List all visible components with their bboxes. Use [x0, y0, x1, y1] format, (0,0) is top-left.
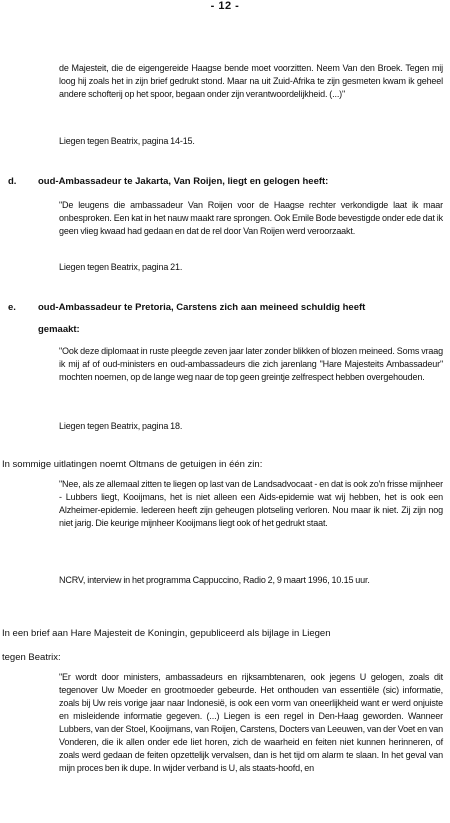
intro-oltmans: In sommige uitlatingen noemt Oltmans de getuigen in één zin:	[2, 459, 263, 470]
section-e-marker: e.	[8, 302, 16, 313]
quote-letter: "Er wordt door ministers, ambassadeurs en rijksambtenaren, ook jegens U gelogen, zoals dit tegenover Uw Moeder en grootmoeder gebeurde. Het onthouden van essentiële (sic) informatie, zoals bij Uw reis vorige jaar naar Indonesië, is ook een vorm van oneerlijkheid want er werd onjuiste en misleidende informatie gegeven. (...) Liegen is een regel in Den-Haag geworden. Wanneer Lubbers, van der Stoel, Kooijmans, van Roijen, Carstens, Docters van Leeuwen, van der Voet en van Vonderen, die ik allen onder ede liet horen, zich de waarheid en feiten niet kunnen herinneren, of zoals werd gedaan de feiten opzettelijk vervalsen, dan is het tijd om alarm te slaan. In het geval van mijn proces ben ik dupe. In wijder verband is U, als staats-hoofd, en	[59, 672, 443, 773]
section-e-source: Liegen tegen Beatrix, pagina 18.	[59, 421, 183, 431]
section-e-quote: "Ook deze diplomaat in ruste pleegde zeven jaar later zonder blikken of blozen meineed. Soms vraag ik mij af of oud-ministers en oud-ambassadeurs die zich jarenlang "Hare Majesteits Ambassadeur" mochten noemen, op de lange weg naar de top geen greintje zelfrespect hebben overgehouden.	[59, 346, 443, 382]
intro-letter-line1: In een brief aan Hare Majesteit de Koningin, gepubliceerd als bijlage in Liegen	[2, 628, 331, 639]
intro-letter-line2: tegen Beatrix:	[2, 652, 61, 663]
quote-oltmans: "Nee, als ze allemaal zitten te liegen op last van de Landsadvocaat - en dat is ook zo'n frisse mijnheer - Lubbers liegt, Kooijmans, het is niet alleen een Aids-epidemie wat wij hebben, het is ook een Alzheimer-epidemie. Iedereen heeft zijn geheugen plotseling verloren. Nou maar ik niet. Zij zijn nog niet jarig. Die keurige mijnheer Kooijmans liegt ook of het gedrukt staat.	[59, 479, 443, 528]
section-d-marker: d.	[8, 176, 17, 187]
quote-top: de Majesteit, die de eigengereide Haagse bende moet voorzitten. Neem Van den Broek. Tegen mij loog hij zoals het in zijn brief gedrukt stond. Maar na uit Zuid-Afrika te zijn gesmeten kwam ik geheel andere schofterij op het spoor, begaan onder zijn verantwoordelijkheid. (...)"	[59, 63, 443, 99]
source-ncrv: NCRV, interview in het programma Cappuccino, Radio 2, 9 maart 1996, 10.15 uur.	[59, 575, 370, 585]
section-d-heading: oud-Ambassadeur te Jakarta, Van Roijen, liegt en gelogen heeft:	[38, 176, 329, 187]
section-e-heading-line2: gemaakt:	[38, 324, 80, 335]
section-d-quote: "De leugens die ambassadeur Van Roijen voor de Haagse rechter verkondigde laat ik maar onbesproken. Een kat in het nauw maakt rare sprongen. Ook Emile Bode bevestigde onder ede dat ik geen vlieg kwaad had gedaan en dat de rel door Van Roijen werd veroorzaakt.	[59, 200, 443, 236]
page-number: - 12 -	[210, 0, 240, 12]
source-top: Liegen tegen Beatrix, pagina 14-15.	[59, 136, 195, 146]
section-d-source: Liegen tegen Beatrix, pagina 21.	[59, 262, 183, 272]
section-e-heading-line1: oud-Ambassadeur te Pretoria, Carstens zich aan meineed schuldig heeft	[38, 302, 366, 313]
